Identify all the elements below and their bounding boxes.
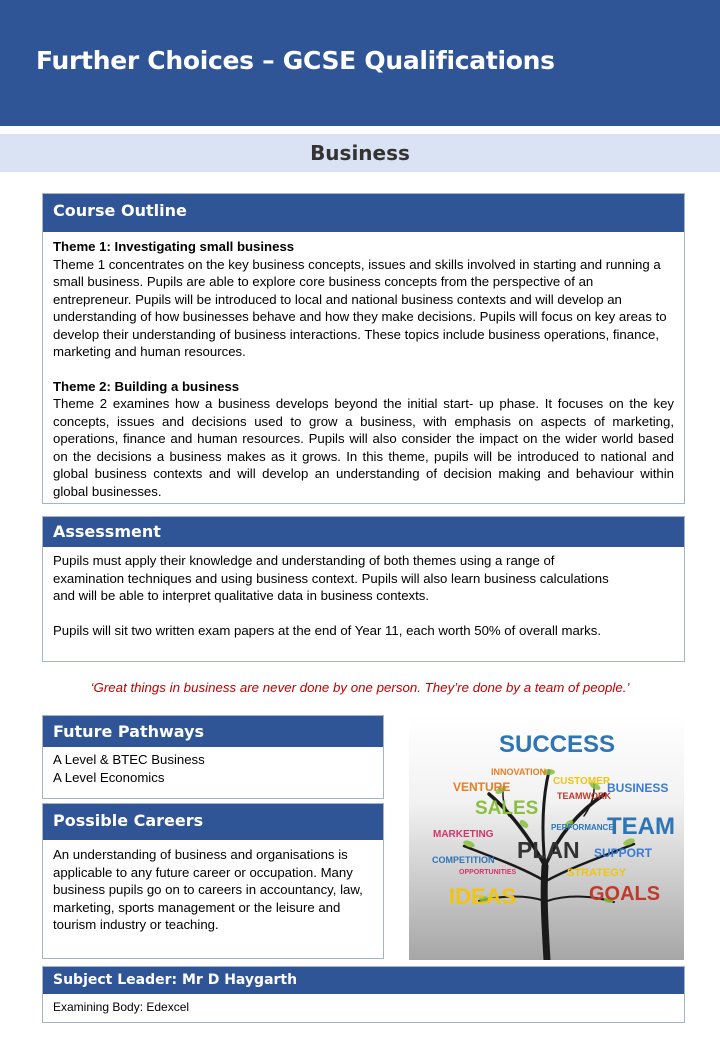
business-word-tree-image [409, 716, 684, 960]
word-marketing: MARKETING [433, 829, 494, 840]
word-innovation: INNOVATION [491, 767, 547, 777]
subject-name: Business [310, 141, 410, 165]
word-support: SUPPORT [594, 846, 653, 860]
assessment-body [43, 547, 684, 645]
page-header [0, 0, 720, 126]
page-title: Further Choices – GCSE Qualifications [36, 46, 555, 75]
word-opportunities: OPPORTUNITIES [459, 869, 517, 876]
word-plan: PLAN [517, 837, 580, 863]
assessment-para2: Pupils will sit two written exam papers at the end of Year 11, each worth 50% of overall marks. [53, 622, 602, 638]
word-competition: COMPETITION [432, 855, 495, 865]
word-team: TEAM [607, 813, 675, 840]
subject-leader-panel [42, 966, 685, 1023]
assessment-panel [42, 516, 685, 662]
possible-careers-body [43, 840, 383, 940]
subject-leader-label: Subject Leader: Mr D Haygarth [43, 967, 684, 994]
possible-careers-title: Possible Careers [43, 804, 383, 840]
assessment-title: Assessment [43, 517, 684, 547]
future-pathways-list [43, 747, 383, 792]
word-performance: PERFORMANCE [551, 823, 614, 832]
assessment-para1: Pupils must apply their knowledge and understanding of both themes using a range of examination techniques and using business context. Pupils will also learn business calculations and will be able to interpret qualitative data in business contexts. [53, 553, 609, 603]
subject-banner [0, 134, 720, 172]
possible-careers-text: An understanding of business and organisations is applicable to any future career or occupation. Many business pupils go on to careers in accountancy, law, marketing, sports management or the leisure and tourism industry or teaching. [53, 847, 363, 932]
word-teamwork: TEAMWORK [557, 791, 611, 801]
future-pathways-title: Future Pathways [43, 716, 383, 747]
quote: ‘Great things in business are never done by one person. They’re done by a team of people.’ [90, 680, 630, 695]
examining-body-label: Examining Body: Edexcel [53, 1000, 190, 1014]
word-ideas: IDEAS [449, 884, 517, 909]
future-pathways-panel [42, 715, 384, 799]
word-strategy: STRATEGY [567, 867, 627, 879]
theme2-heading: Theme 2: Building a business [53, 378, 240, 394]
course-outline-title: Course Outline [43, 194, 684, 232]
theme1-heading: Theme 1: Investigating small business [53, 239, 295, 254]
word-customer: CUSTOMER [553, 776, 611, 787]
list-item: A Level & BTEC Business [53, 752, 205, 767]
course-outline-body [43, 232, 684, 506]
course-outline-panel [42, 193, 685, 504]
word-sales: SALES [475, 798, 539, 819]
possible-careers-panel [42, 803, 384, 959]
word-success: SUCCESS [499, 731, 616, 758]
list-item: A Level Economics [53, 769, 165, 785]
word-business: BUSINESS [607, 781, 669, 795]
theme1-text: Theme 1 concentrates on the key business concepts, issues and skills involved in starting and running a small business. Pupils are able to explore core business concepts from the perspective of an entrepreneur. Pupils will be introduced to local and national business contexts and will develop an understanding of how businesses behave and how they make decisions. Pupils will focus on key areas to develop their understanding of business interactions. These topics include business operations, finance, marketing and human resources. [53, 256, 667, 359]
word-venture: VENTURE [453, 780, 511, 794]
word-goals: GOALS [589, 883, 661, 905]
theme2-text: Theme 2 examines how a business develops beyond the initial start- up phase. It focuses on the key concepts, issues and decisions used to grow a business, with emphasis on aspects of marketing, operations, finance and human resources. Pupils will also consider the impact on the wider world based on the decisions a business makes as it grows. In this theme, pupils will be introduced to national and global business contexts and will develop an understanding of decision making and behaviour within global businesses. [53, 396, 674, 499]
